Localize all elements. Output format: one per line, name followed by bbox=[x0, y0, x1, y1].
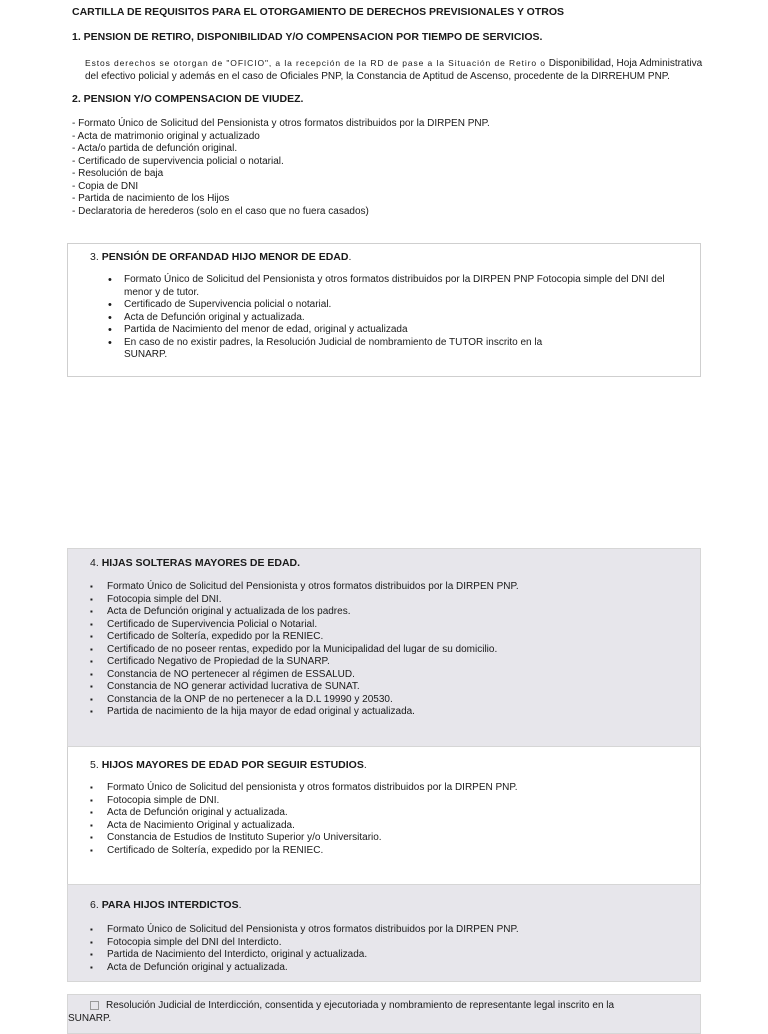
list-item: ▪ Fotocopia simple de DNI. bbox=[90, 794, 220, 806]
section1-heading: 1. PENSION DE RETIRO, DISPONIBILIDAD Y/O COMPENSACION POR TIEMPO DE SERVICIOS. bbox=[72, 31, 543, 43]
list-item: ▪ Acta de Defunción original y actualizada. bbox=[90, 961, 288, 973]
section3-title: PENSIÓN DE ORFANDAD HIJO MENOR DE EDAD bbox=[101, 251, 349, 263]
bullet-icon: ▪ bbox=[90, 962, 93, 972]
bullet-icon: ▪ bbox=[90, 925, 93, 934]
list-item: ▪ Constancia de NO generar actividad lucrativa de SUNAT. bbox=[90, 681, 360, 692]
section1-paragraph bbox=[85, 57, 705, 83]
bullet-icon: ▪ bbox=[90, 795, 93, 805]
bullet-icon: ▪ bbox=[90, 833, 93, 842]
list-item: ▪ Constancia de NO pertenecer al régimen de ESSALUD. bbox=[90, 668, 355, 680]
list-item: - Copia de DNI bbox=[72, 180, 139, 192]
section4-title: HIJAS SOLTERAS MAYORES DE EDAD. bbox=[101, 557, 301, 569]
list-item: ▪ Acta de Defunción original y actualizada. bbox=[90, 807, 288, 818]
bullet-icon: • bbox=[108, 311, 112, 324]
section6-heading bbox=[90, 899, 242, 911]
section1-text-spaced: Estos derechos se otorgan de "OFICIO", a la recepción de la RD de pase a la Situación de Retiro o bbox=[85, 58, 546, 68]
section6-number: 6. bbox=[90, 899, 102, 911]
bullet-icon: • bbox=[108, 324, 112, 336]
section6-title: PARA HIJOS INTERDICTOS bbox=[101, 899, 239, 911]
list-item: ▪ Formato Único de Solicitud del Pensionista y otros formatos distribuidos por la DIRPEN PNP. bbox=[90, 924, 519, 935]
checkbox-icon bbox=[90, 1001, 99, 1010]
list-item: ▪ Acta de Nacimiento Original y actualizada. bbox=[90, 819, 295, 831]
bullet-icon: ▪ bbox=[90, 845, 93, 855]
bullet-icon: ▪ bbox=[90, 657, 93, 666]
list-item: - Partida de nacimiento de los Hijos bbox=[72, 193, 230, 204]
section7-text bbox=[68, 1000, 690, 1025]
list-item: ▪ Certificado de Soltería, expedido por la RENIEC. bbox=[90, 844, 324, 856]
section4-box bbox=[67, 548, 701, 747]
section7-line1: Resolución Judicial de Interdicción, consentida y ejecutoriada y nombramiento de representante legal inscrito en la bbox=[106, 1000, 615, 1011]
section7-box bbox=[67, 994, 701, 1034]
list-item: ▪ Formato Único de Solicitud del pensionista y otros formatos distribuidos por la DIRPEN PNP. bbox=[90, 782, 518, 793]
list-item: • Partida de Nacimiento del menor de edad, original y actualizada bbox=[108, 324, 408, 336]
section6-list bbox=[90, 924, 670, 974]
list-item: ▪ Fotocopia simple del DNI del Interdicto. bbox=[90, 936, 282, 948]
list-item: - Formato Único de Solicitud del Pensionista y otros formatos distribuidos por la DIRPEN PNP. bbox=[72, 118, 490, 129]
list-item: ▪ Certificado de no poseer rentas, expedido por la Municipalidad del lugar de su domicilio. bbox=[90, 643, 498, 655]
section1-text-rest: Disponibilidad, Hoja Administrativa del efectivo policial y además en el caso de Oficiales PNP, la Constancia de Aptitud de Ascenso, procedente de la DIRREHUM PNP. bbox=[85, 58, 703, 82]
list-item: ▪ Certificado de Supervivencia Policial o Notarial. bbox=[90, 618, 318, 630]
section5-suffix: . bbox=[363, 759, 367, 771]
section6-box bbox=[67, 884, 701, 982]
list-item: ▪ Partida de nacimiento de la hija mayor de edad original y actualizada. bbox=[90, 706, 415, 717]
bullet-icon: ▪ bbox=[90, 607, 93, 616]
section4-list bbox=[90, 581, 670, 719]
section3-suffix: . bbox=[348, 251, 352, 263]
section5-number: 5. bbox=[90, 759, 102, 771]
section5-heading bbox=[90, 759, 367, 771]
bullet-icon: ▪ bbox=[90, 694, 93, 704]
bullet-icon: ▪ bbox=[90, 632, 93, 641]
list-item: - Acta de matrimonio original y actualizado bbox=[72, 130, 260, 142]
document-title: CARTILLA DE REQUISITOS PARA EL OTORGAMIENTO DE DERECHOS PREVISIONALES Y OTROS bbox=[72, 6, 565, 18]
section5-list bbox=[90, 782, 670, 857]
bullet-icon: ▪ bbox=[90, 682, 93, 691]
bullet-icon: ▪ bbox=[90, 644, 93, 654]
section2-list bbox=[72, 118, 490, 218]
bullet-icon: ▪ bbox=[90, 937, 93, 947]
list-item: • Certificado de Supervivencia policial o notarial. bbox=[108, 299, 332, 311]
list-item: ▪ Constancia de la ONP de no pertenecer a la D.L 19990 y 20530. bbox=[90, 693, 393, 705]
list-item: ▪ Partida de Nacimiento del Interdicto, original y actualizada. bbox=[90, 949, 368, 960]
list-item: • En caso de no existir padres, la Resolución Judicial de nombramiento de TUTOR inscrito en la SUNARP. bbox=[108, 336, 543, 360]
list-item: ▪ Formato Único de Solicitud del Pensionista y otros formatos distribuidos por la DIRPEN PNP. bbox=[90, 581, 519, 592]
section3-list bbox=[108, 274, 688, 362]
bullet-icon: ▪ bbox=[90, 820, 93, 830]
bullet-icon: ▪ bbox=[90, 707, 93, 716]
list-item: • Acta de Defunción original y actualizada. bbox=[108, 311, 305, 324]
list-item: - Certificado de supervivencia policial o notarial. bbox=[72, 155, 284, 167]
bullet-icon: ▪ bbox=[90, 594, 93, 604]
section3-heading bbox=[90, 251, 351, 263]
list-item: - Resolución de baja bbox=[72, 168, 164, 179]
section6-suffix: . bbox=[238, 899, 242, 911]
bullet-icon: • bbox=[108, 336, 112, 349]
section3-number: 3. bbox=[90, 251, 102, 263]
bullet-icon: • bbox=[108, 299, 112, 311]
section3-box bbox=[67, 243, 701, 377]
section4-heading bbox=[90, 557, 300, 569]
bullet-icon: ▪ bbox=[90, 582, 93, 591]
list-item: - Declaratoria de herederos (solo en el caso que no fuera casados) bbox=[72, 205, 369, 217]
section2-heading: 2. PENSION Y/O COMPENSACION DE VIUDEZ. bbox=[72, 93, 304, 105]
list-item: - Acta/o partida de defunción original. bbox=[72, 143, 238, 154]
list-item: ▪ Acta de Defunción original y actualizada de los padres. bbox=[90, 606, 351, 617]
section4-number: 4. bbox=[90, 557, 102, 569]
section5-box bbox=[67, 747, 701, 884]
section7-line2: SUNARP. bbox=[68, 1012, 112, 1024]
bullet-icon: • bbox=[108, 274, 112, 286]
bullet-icon: ▪ bbox=[90, 619, 93, 629]
bullet-icon: ▪ bbox=[90, 669, 93, 679]
bullet-icon: ▪ bbox=[90, 808, 93, 817]
section5-title: HIJOS MAYORES DE EDAD POR SEGUIR ESTUDIOS bbox=[101, 759, 364, 771]
list-item: ▪ Certificado de Soltería, expedido por la RENIEC. bbox=[90, 631, 324, 642]
list-item: ▪ Constancia de Estudios de Instituto Superior y/o Universitario. bbox=[90, 832, 382, 843]
list-item: • Formato Único de Solicitud del Pensionista y otros formatos distribuidos por la DIRPEN PNP Fotocopia simple del DNI del menor y de tutor. bbox=[108, 274, 665, 298]
bullet-icon: ▪ bbox=[90, 783, 93, 792]
list-item: ▪ Certificado Negativo de Propiedad de la SUNARP. bbox=[90, 656, 330, 667]
bullet-icon: ▪ bbox=[90, 950, 93, 959]
list-item: ▪ Fotocopia simple del DNI. bbox=[90, 593, 222, 605]
